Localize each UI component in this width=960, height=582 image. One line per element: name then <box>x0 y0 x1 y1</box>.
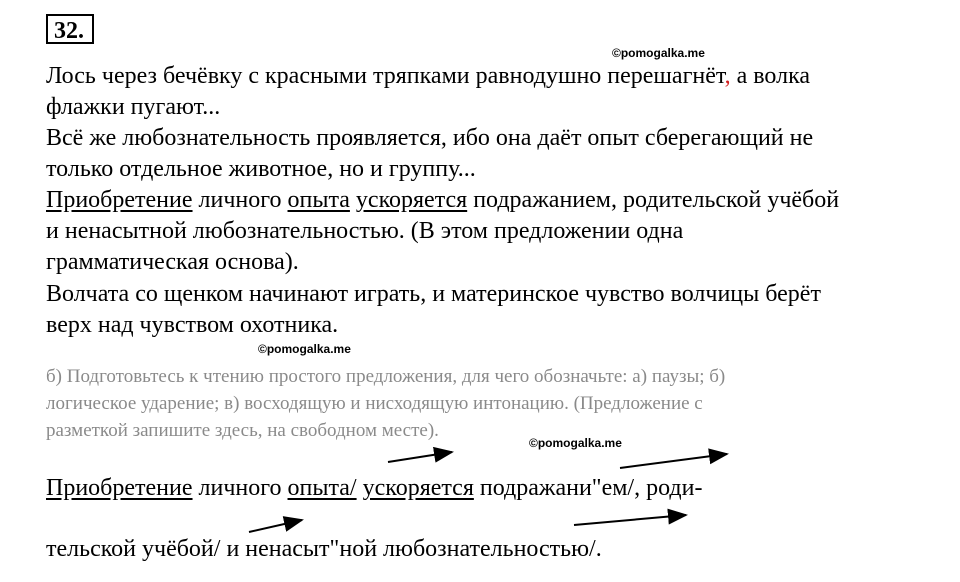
task-line: разметкой запишите здесь, на свободном месте). <box>46 420 439 441</box>
watermark: ©pomogalka.me <box>612 46 705 60</box>
rising-arrow-1 <box>388 452 452 462</box>
underlined-subject: Приобретение <box>46 475 193 501</box>
text-line: грамматическая основа). <box>46 249 299 275</box>
watermark: ©pomogalka.me <box>258 342 351 356</box>
text-line: и ненасытной любознательностью. (В этом предложении одна <box>46 218 684 244</box>
text-line: верх над чувством охотника. <box>46 312 339 338</box>
text-fragment: подражанием, родительской учёбой <box>467 187 840 213</box>
text-fragment: личного <box>192 187 288 213</box>
answer-line: тельской учёбой/ и ненасыт"ной любознательностью/. <box>46 536 602 562</box>
underlined-word: опыта <box>287 187 350 213</box>
rising-arrow-2 <box>620 454 727 468</box>
rising-arrow-4 <box>574 515 686 525</box>
task-line: логическое ударение; в) восходящую и нисходящую интонацию. (Предложение с <box>46 393 703 414</box>
text-line: только отдельное животное, но и группу... <box>46 156 476 182</box>
underlined-predicate: ускоряется <box>362 475 474 501</box>
text-fragment: подражани"ем/, роди- <box>473 475 703 501</box>
text-fragment: личного <box>192 475 288 501</box>
text-fragment: Лось через бечёвку с красными тряпками равнодушно перешагнёт <box>46 63 725 89</box>
text-fragment: а волка <box>730 63 811 89</box>
text-line: Волчата со щенком начинают играть, и материнское чувство волчицы берёт <box>46 281 821 307</box>
task-line: б) Подготовьтесь к чтению простого предложения, для чего обозначьте: а) паузы; б) <box>46 366 726 387</box>
underlined-predicate: ускоряется <box>355 187 468 213</box>
underlined-subject: Приобретение <box>46 187 193 213</box>
text-line: флажки пугают... <box>46 94 221 120</box>
watermark: ©pomogalka.me <box>529 436 622 450</box>
underlined-word: опыта/ <box>287 475 357 501</box>
red-comma: , <box>724 63 731 89</box>
exercise-number: 32. <box>46 14 94 44</box>
text-line: Всё же любознательность проявляется, ибо она даёт опыт сберегающий не <box>46 125 814 151</box>
rising-arrow-3 <box>249 520 302 532</box>
